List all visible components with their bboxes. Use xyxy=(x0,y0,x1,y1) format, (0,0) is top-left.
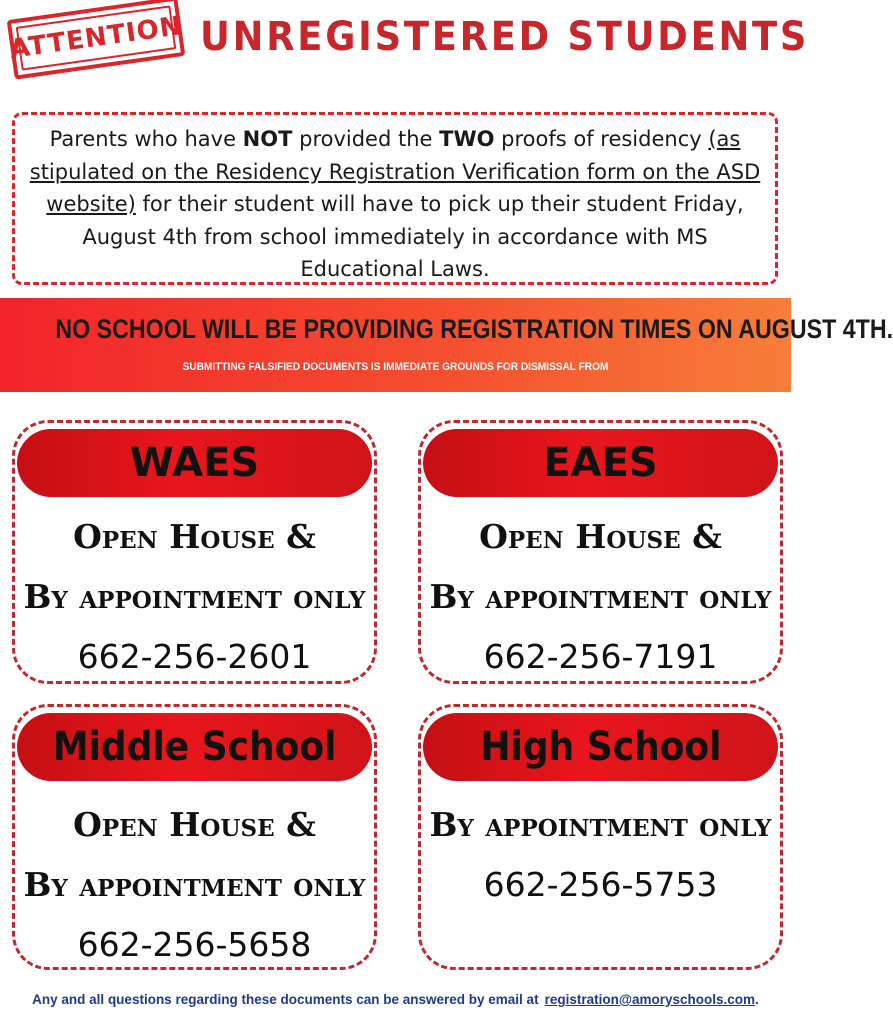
school-card-middle-school xyxy=(12,704,377,970)
phone-number: 662-256-2601 xyxy=(77,637,312,676)
card-line: By appointment only xyxy=(23,577,366,616)
school-name: Middle School xyxy=(52,724,337,770)
footer-contact xyxy=(0,992,791,1007)
school-card-eaes xyxy=(418,420,783,684)
warning-banner xyxy=(0,298,893,392)
notice-text: proofs of residency xyxy=(494,127,709,151)
notice-text: provided the xyxy=(292,127,440,151)
card-header xyxy=(17,713,372,781)
residency-notice xyxy=(12,112,778,285)
phone-number: 662-256-7191 xyxy=(483,637,718,676)
card-line: By appointment only xyxy=(429,577,772,616)
card-line: Open House & xyxy=(73,805,316,844)
phone-number: 662-256-5753 xyxy=(483,865,718,904)
card-header xyxy=(423,429,778,497)
card-header xyxy=(423,713,778,781)
footer-period: . xyxy=(755,992,759,1007)
card-line: By appointment only xyxy=(23,865,366,904)
registration-email-link[interactable]: registration@amoryschools.com xyxy=(544,992,756,1007)
school-name: EAES xyxy=(543,440,658,486)
school-name: High School xyxy=(479,724,722,770)
footer-text: Any and all questions regarding these documents can be answered by email at xyxy=(32,992,539,1007)
notice-reference: (as stipulated on the Residency Registration Verification form on the ASD website) xyxy=(29,127,761,216)
school-card-high-school xyxy=(418,704,783,970)
banner-headline: NO SCHOOL WILL BE PROVIDING REGISTRATION TIMES ON AUGUST 4TH. xyxy=(55,314,893,344)
page-title: UNREGISTERED STUDENTS xyxy=(200,14,810,60)
card-line: Open House & xyxy=(479,517,722,556)
notice-text: for their student will have to pick up their student Friday, August 4th from school immediately in accordance with MS Educational Laws. xyxy=(82,192,744,281)
phone-number: 662-256-5658 xyxy=(77,925,312,964)
card-header xyxy=(17,429,372,497)
card-line: Open House & xyxy=(73,517,316,556)
notice-not: NOT xyxy=(242,127,293,151)
school-card-waes xyxy=(12,420,377,684)
school-name: WAES xyxy=(129,440,260,486)
stamp-text: ATTENTION xyxy=(7,11,185,65)
notice-two: TWO xyxy=(439,127,495,151)
banner-subtext: SUBMITTING FALSIFIED DOCUMENTS IS IMMEDIATE GROUNDS FOR DISMISSAL FROM xyxy=(182,361,609,373)
card-line: By appointment only xyxy=(429,805,772,844)
attention-stamp xyxy=(7,0,186,80)
notice-text: Parents who have xyxy=(49,127,243,151)
